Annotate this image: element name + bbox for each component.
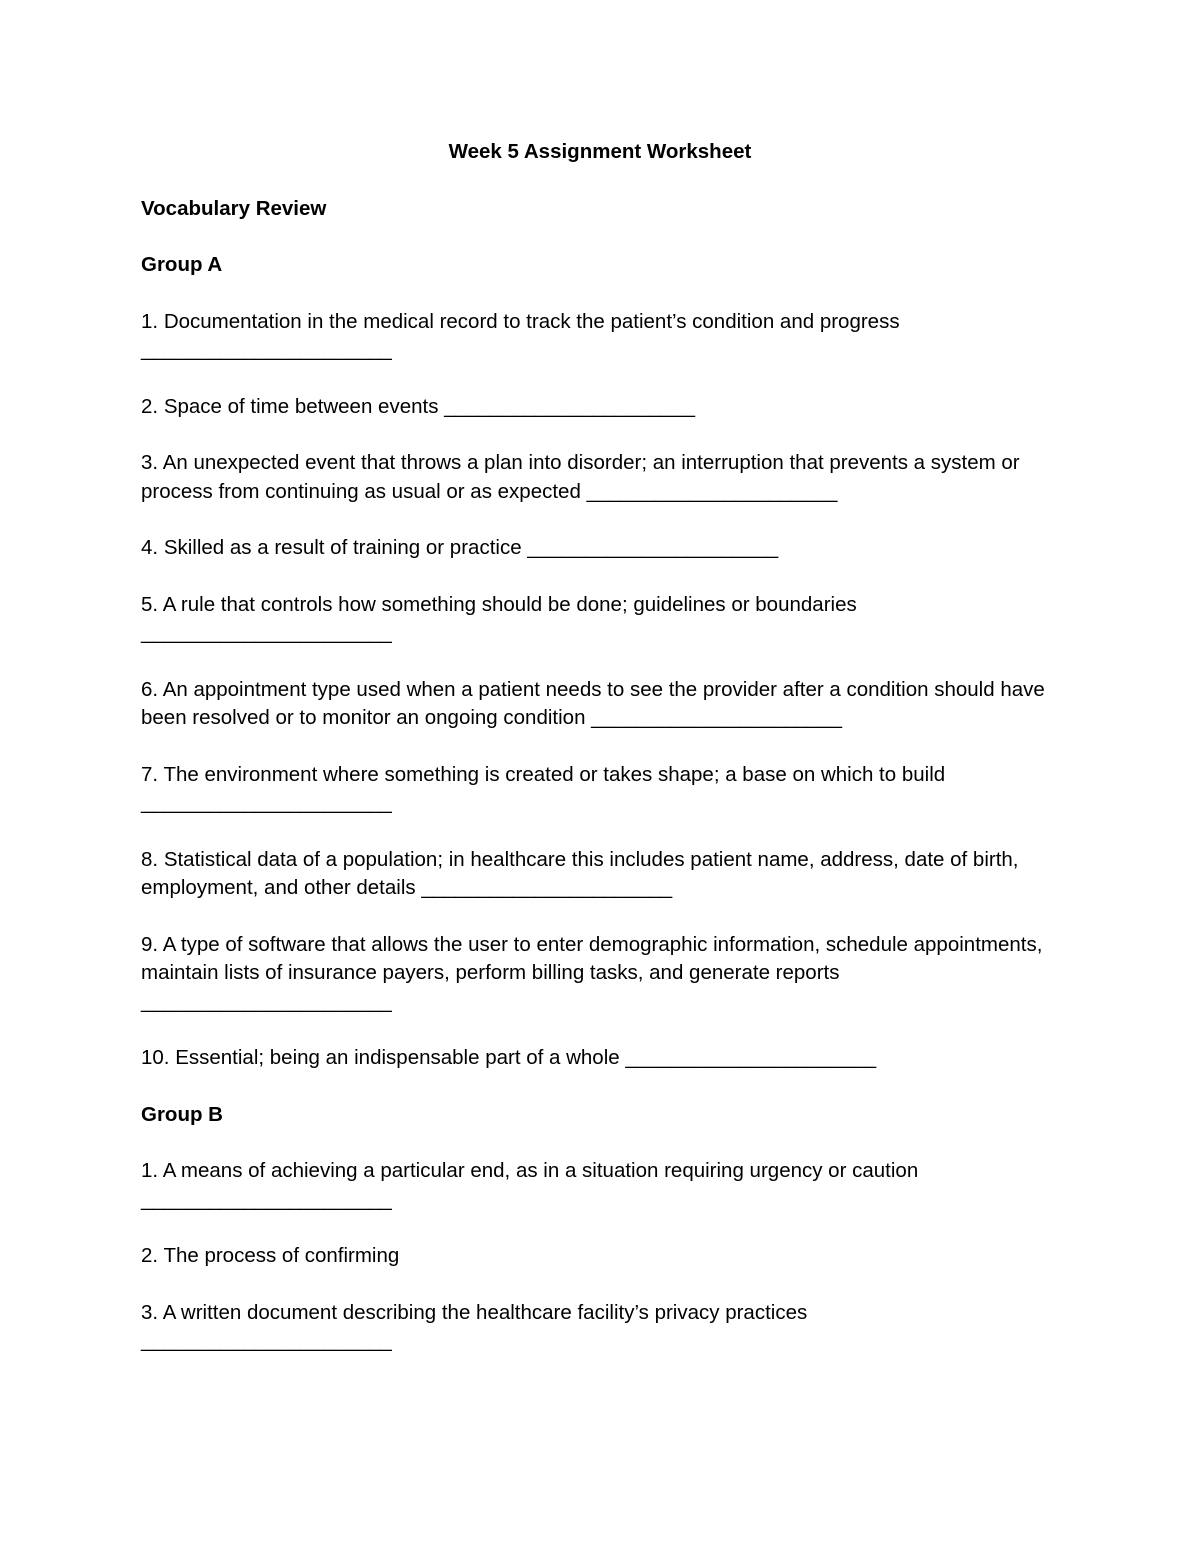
- answer-blank[interactable]: ______________________: [141, 791, 392, 814]
- item-number: 1.: [141, 1159, 159, 1182]
- group-a-item-1: [141, 308, 1071, 365]
- item-number: 2.: [141, 1244, 159, 1267]
- group-b-item-2: [141, 1242, 1071, 1271]
- group-a-item-10: [141, 1044, 1071, 1073]
- item-text: An unexpected event that throws a plan into disorder; an interruption that prevents a system or process from continuing as usual or as expected: [141, 451, 1020, 503]
- item-number: 7.: [141, 762, 159, 786]
- item-number: 8.: [141, 847, 159, 871]
- group-a-item-2: [141, 393, 1071, 422]
- answer-blank[interactable]: ______________________: [591, 706, 842, 729]
- answer-blank[interactable]: ______________________: [141, 338, 392, 361]
- group-a-item-4: [141, 534, 1071, 563]
- vocabulary-heading: Vocabulary Review: [141, 196, 327, 220]
- group-a-item-8: [141, 846, 1071, 903]
- item-text: The process of confirming: [163, 1244, 400, 1267]
- item-text: Essential; being an indispensable part of a whole: [175, 1046, 620, 1069]
- group-b-item-1: [141, 1157, 1071, 1214]
- answer-blank[interactable]: ______________________: [141, 621, 392, 644]
- item-number: 5.: [141, 592, 159, 616]
- item-text: A type of software that allows the user to enter demographic information, schedule appointments, maintain lists of insurance payers, perform billing tasks, and generate reports: [141, 932, 1043, 984]
- item-number: 9.: [141, 932, 159, 956]
- answer-blank[interactable]: ______________________: [141, 989, 392, 1013]
- item-number: 3.: [141, 1300, 159, 1324]
- group-b-item-3: [141, 1299, 1071, 1356]
- item-text: A written document describing the healthcare facility’s privacy practices: [162, 1300, 808, 1324]
- item-number: 3.: [141, 451, 159, 474]
- group-a-item-6: [141, 676, 1071, 733]
- answer-blank[interactable]: ______________________: [527, 536, 779, 559]
- item-number: 4.: [141, 536, 159, 559]
- item-text: An appointment type used when a patient needs to see the provider after a condition should have been resolved or to monitor an ongoing condition: [141, 677, 1045, 729]
- group-a-item-3: [141, 449, 1071, 506]
- item-number: 2.: [141, 394, 159, 418]
- item-text: Documentation in the medical record to track the patient’s condition and progress: [163, 309, 900, 333]
- group-a-item-7: [141, 761, 1071, 818]
- item-text: Skilled as a result of training or practice: [163, 536, 522, 559]
- item-text: Statistical data of a population; in healthcare this includes patient name, address, date of birth, employment, and other details: [141, 847, 1019, 899]
- item-number: 1.: [141, 309, 159, 333]
- group-a-item-9: [141, 931, 1071, 1017]
- answer-blank[interactable]: ______________________: [141, 1187, 392, 1211]
- item-number: 10.: [141, 1046, 170, 1069]
- item-text: A means of achieving a particular end, as in a situation requiring urgency or caution: [162, 1159, 919, 1182]
- group-a-heading: Group A: [141, 253, 223, 276]
- answer-blank[interactable]: ______________________: [586, 479, 838, 503]
- item-text: A rule that controls how something should be done; guidelines or boundaries: [162, 592, 857, 616]
- item-text: Space of time between events: [163, 394, 439, 418]
- group-b-heading: Group B: [141, 1102, 223, 1126]
- answer-blank[interactable]: ______________________: [444, 394, 695, 418]
- worksheet-content: [141, 138, 1071, 1384]
- answer-blank[interactable]: ______________________: [141, 1329, 392, 1352]
- item-number: 6.: [141, 677, 159, 701]
- group-a-item-5: [141, 591, 1071, 648]
- page-title: Week 5 Assignment Worksheet: [448, 140, 752, 163]
- item-text: The environment where something is created or takes shape; a base on which to build: [163, 762, 946, 786]
- answer-blank[interactable]: ______________________: [421, 876, 673, 899]
- answer-blank[interactable]: ______________________: [625, 1046, 877, 1069]
